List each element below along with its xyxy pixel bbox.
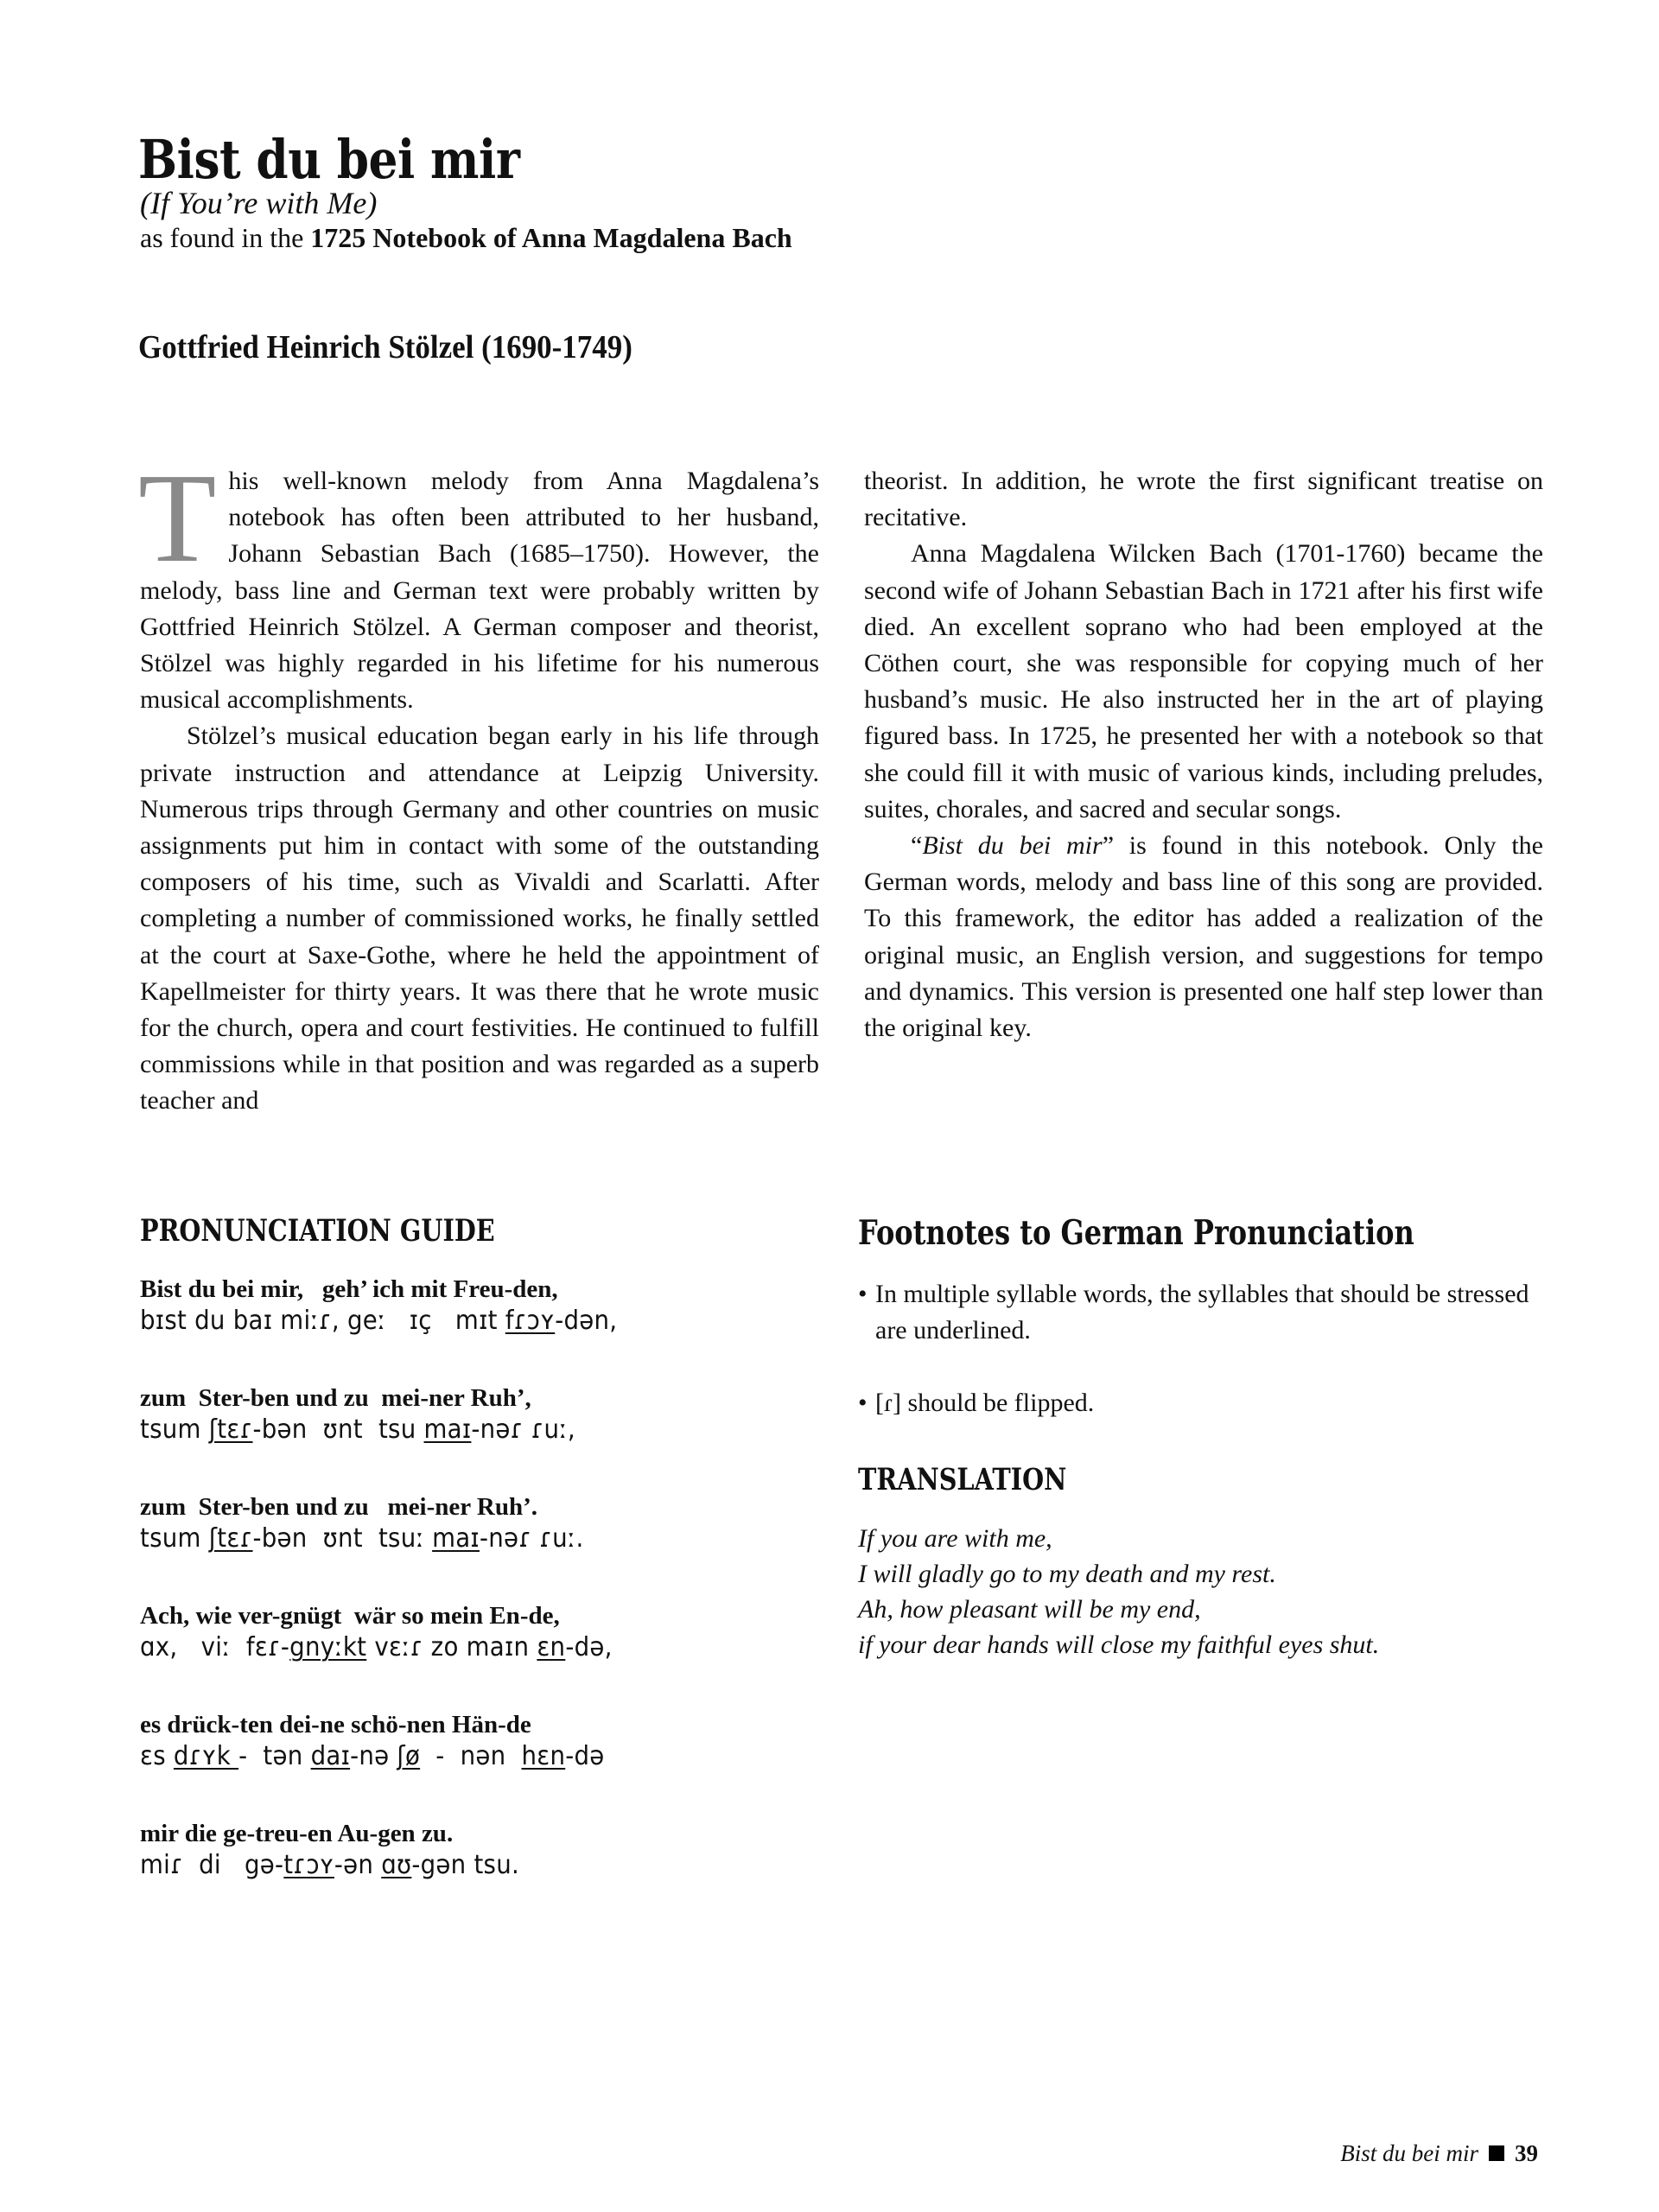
lyric-line: mir die ge-treu-en Au-gen zu. <box>140 1820 454 1847</box>
pronunciation-guide <box>140 1274 797 1927</box>
source-line <box>140 221 792 254</box>
page-number: 39 <box>1515 2140 1538 2166</box>
pronunciation-pair <box>140 1274 797 1382</box>
ipa-line <box>140 1631 744 1664</box>
composer-heading: Gottfried Heinrich Stölzel (1690-1749) <box>138 329 632 365</box>
ipa-segment: - tən <box>238 1741 311 1771</box>
pronunciation-guide-heading: PRONUNCIATION GUIDE <box>140 1213 495 1249</box>
stressed-syllable: gnyːkt <box>289 1632 367 1662</box>
paragraph-text: his well-known melody from Anna Magdalena’s notebook has often been attributed to her husband, Johann Sebastian Bach (1685–1750). However, the melody, bass line and German text were probably written by Gottfried Heinrich Stölzel. A German composer and theorist, Stölzel was highly regarded in his lifetime for his numerous musical accomplishments. <box>140 467 819 715</box>
ipa-segment: miɾ di gə- <box>140 1850 284 1880</box>
ipa-segment: tsum <box>140 1414 209 1445</box>
song-title-italic: Bist du bei mir <box>922 831 1103 861</box>
stressed-syllable: ʃtɛɾ <box>208 1523 253 1554</box>
ipa-segment: ɑx, viː fɛɾ- <box>140 1632 290 1662</box>
ipa-segment: ɛs <box>140 1741 174 1771</box>
translation-line: I will gladly go to my death and my rest. <box>858 1560 1276 1588</box>
ipa-segment: -nə <box>350 1741 397 1771</box>
lyric-line: Ach, wie ver-gnügt wär so mein En-de, <box>140 1602 560 1630</box>
ipa-line <box>140 1414 744 1446</box>
page-footer <box>1340 2139 1538 2167</box>
ipa-segment: -də <box>565 1741 605 1771</box>
drop-cap: T <box>138 448 217 589</box>
stressed-syllable: maɪ <box>432 1523 480 1554</box>
body-column-right <box>864 463 1543 1046</box>
ipa-segment: bɪst du baɪ miːɾ, geː ɪç mɪt <box>140 1306 505 1336</box>
ipa-segment: -nəɾ ɾuː. <box>479 1523 584 1554</box>
ipa-segment: -nəɾ ɾuː, <box>471 1414 575 1445</box>
stressed-syllable: tɾɔʏ <box>283 1850 334 1880</box>
source-prefix: as found in the <box>140 222 311 253</box>
ipa-segment: -bən ʊnt tsuː <box>252 1523 433 1554</box>
translation-text <box>858 1521 1379 1662</box>
page-title: Bist du bei mir <box>138 128 520 191</box>
running-title: Bist du bei mir <box>1340 2140 1478 2166</box>
ipa-segment: tsum <box>140 1523 209 1554</box>
footnote-text: In multiple syllable words, the syllables that should be stressed are underlined. <box>875 1280 1529 1344</box>
translation-line: Ah, how pleasant will be my end, <box>858 1595 1201 1624</box>
ipa-segment: vɛːɾ zo maɪn <box>366 1632 537 1662</box>
paragraph: Stölzel’s musical education began early in his life through private instruction and attendance at Leipzig University. Numerous trips through Germany and other countries on music assignments put him in contact with some of the outstanding composers of his time, such as Vivaldi and Scarlatti. After completing a number of commissioned works, he finally settled at the court at Saxe-Gothe, where he held the appointment of Kapellmeister for thirty years. It was there that he wrote music for the church, opera and court festivities. He continued to fulfill commissions while in that position and was regarded as a superb teacher and <box>140 721 819 1116</box>
paragraph: Anna Magdalena Wilcken Bach (1701-1760) became the second wife of Johann Sebastian Bach in 1721 after his first wife died. An excellent soprano who had been employed at the Cöthen court, she was responsible for copying much of her husband’s music. He also instructed her in the art of playing figured bass. In 1725, he presented her with a notebook so that she could fill it with music of various kinds, including preludes, suites, chorales, and sacred and secular songs. <box>864 539 1543 823</box>
pronunciation-pair <box>140 1709 797 1818</box>
bullet-icon: • <box>858 1389 868 1417</box>
quote-mark: “ <box>911 831 923 861</box>
stressed-syllable: ɛn <box>537 1632 566 1662</box>
source-title: 1725 Notebook of Anna Magdalena Bach <box>310 222 792 253</box>
ipa-line <box>140 1305 744 1338</box>
ipa-segment: -ən <box>334 1850 382 1880</box>
footnote-item <box>858 1385 1532 1421</box>
paragraph <box>138 448 819 718</box>
stressed-syllable: ɑʊ <box>381 1850 412 1880</box>
paragraph-text: ” is found in this notebook. Only the German words, melody and bass line of this song are provided. To this framework, the editor has added a realization of the original music, an English version, and suggestions for tempo and dynamics. This version is presented one half step lower than the original key. <box>864 831 1543 1043</box>
ipa-segment: -bən ʊnt tsu <box>252 1414 424 1445</box>
lyric-line: zum Ster-ben und zu mei-ner Ruh’. <box>140 1493 537 1521</box>
ipa-line <box>140 1740 744 1773</box>
ipa-segment: -də, <box>565 1632 613 1662</box>
subtitle: (If You’re with Me) <box>140 186 378 220</box>
stressed-syllable: ʃø <box>397 1741 421 1771</box>
footnotes-heading: Footnotes to German Pronunciation <box>858 1213 1414 1253</box>
ipa-line <box>140 1522 744 1555</box>
stressed-syllable: hɛn <box>521 1741 566 1771</box>
lyric-line: es drück-ten dei-ne schö-nen Hän-de <box>140 1711 531 1738</box>
pronunciation-pair <box>140 1382 797 1491</box>
lyric-line: Bist du bei mir, geh’ ich mit Freu-den, <box>140 1275 558 1303</box>
stressed-syllable: dɾʏk <box>173 1741 239 1771</box>
paragraph <box>864 828 1543 1046</box>
ipa-segment: - nən <box>420 1741 522 1771</box>
footnote-item <box>858 1276 1532 1349</box>
bullet-icon: • <box>858 1280 868 1308</box>
pronunciation-pair <box>140 1491 797 1600</box>
translation-line: if your dear hands will close my faithful eyes shut. <box>858 1630 1380 1659</box>
translation-heading: TRANSLATION <box>858 1462 1067 1497</box>
black-square-icon <box>1489 2145 1504 2161</box>
body-column-left <box>138 448 819 1120</box>
stressed-syllable: fɾɔʏ <box>505 1306 556 1336</box>
ipa-segment: -gən tsu. <box>411 1850 520 1880</box>
ipa-line <box>140 1849 744 1882</box>
footnote-text: [ɾ] should be flipped. <box>875 1389 1095 1417</box>
stressed-syllable: ʃtɛɾ <box>208 1414 253 1445</box>
pronunciation-pair <box>140 1818 797 1927</box>
paragraph: theorist. In addition, he wrote the first significant treatise on recitative. <box>864 467 1543 532</box>
footnotes-list <box>858 1276 1532 1458</box>
translation-line: If you are with me, <box>858 1524 1052 1553</box>
stressed-syllable: maɪ <box>423 1414 472 1445</box>
stressed-syllable: daɪ <box>310 1741 351 1771</box>
lyric-line: zum Ster-ben und zu mei-ner Ruh’, <box>140 1384 531 1412</box>
ipa-segment: -dən, <box>555 1306 618 1336</box>
pronunciation-pair <box>140 1600 797 1709</box>
